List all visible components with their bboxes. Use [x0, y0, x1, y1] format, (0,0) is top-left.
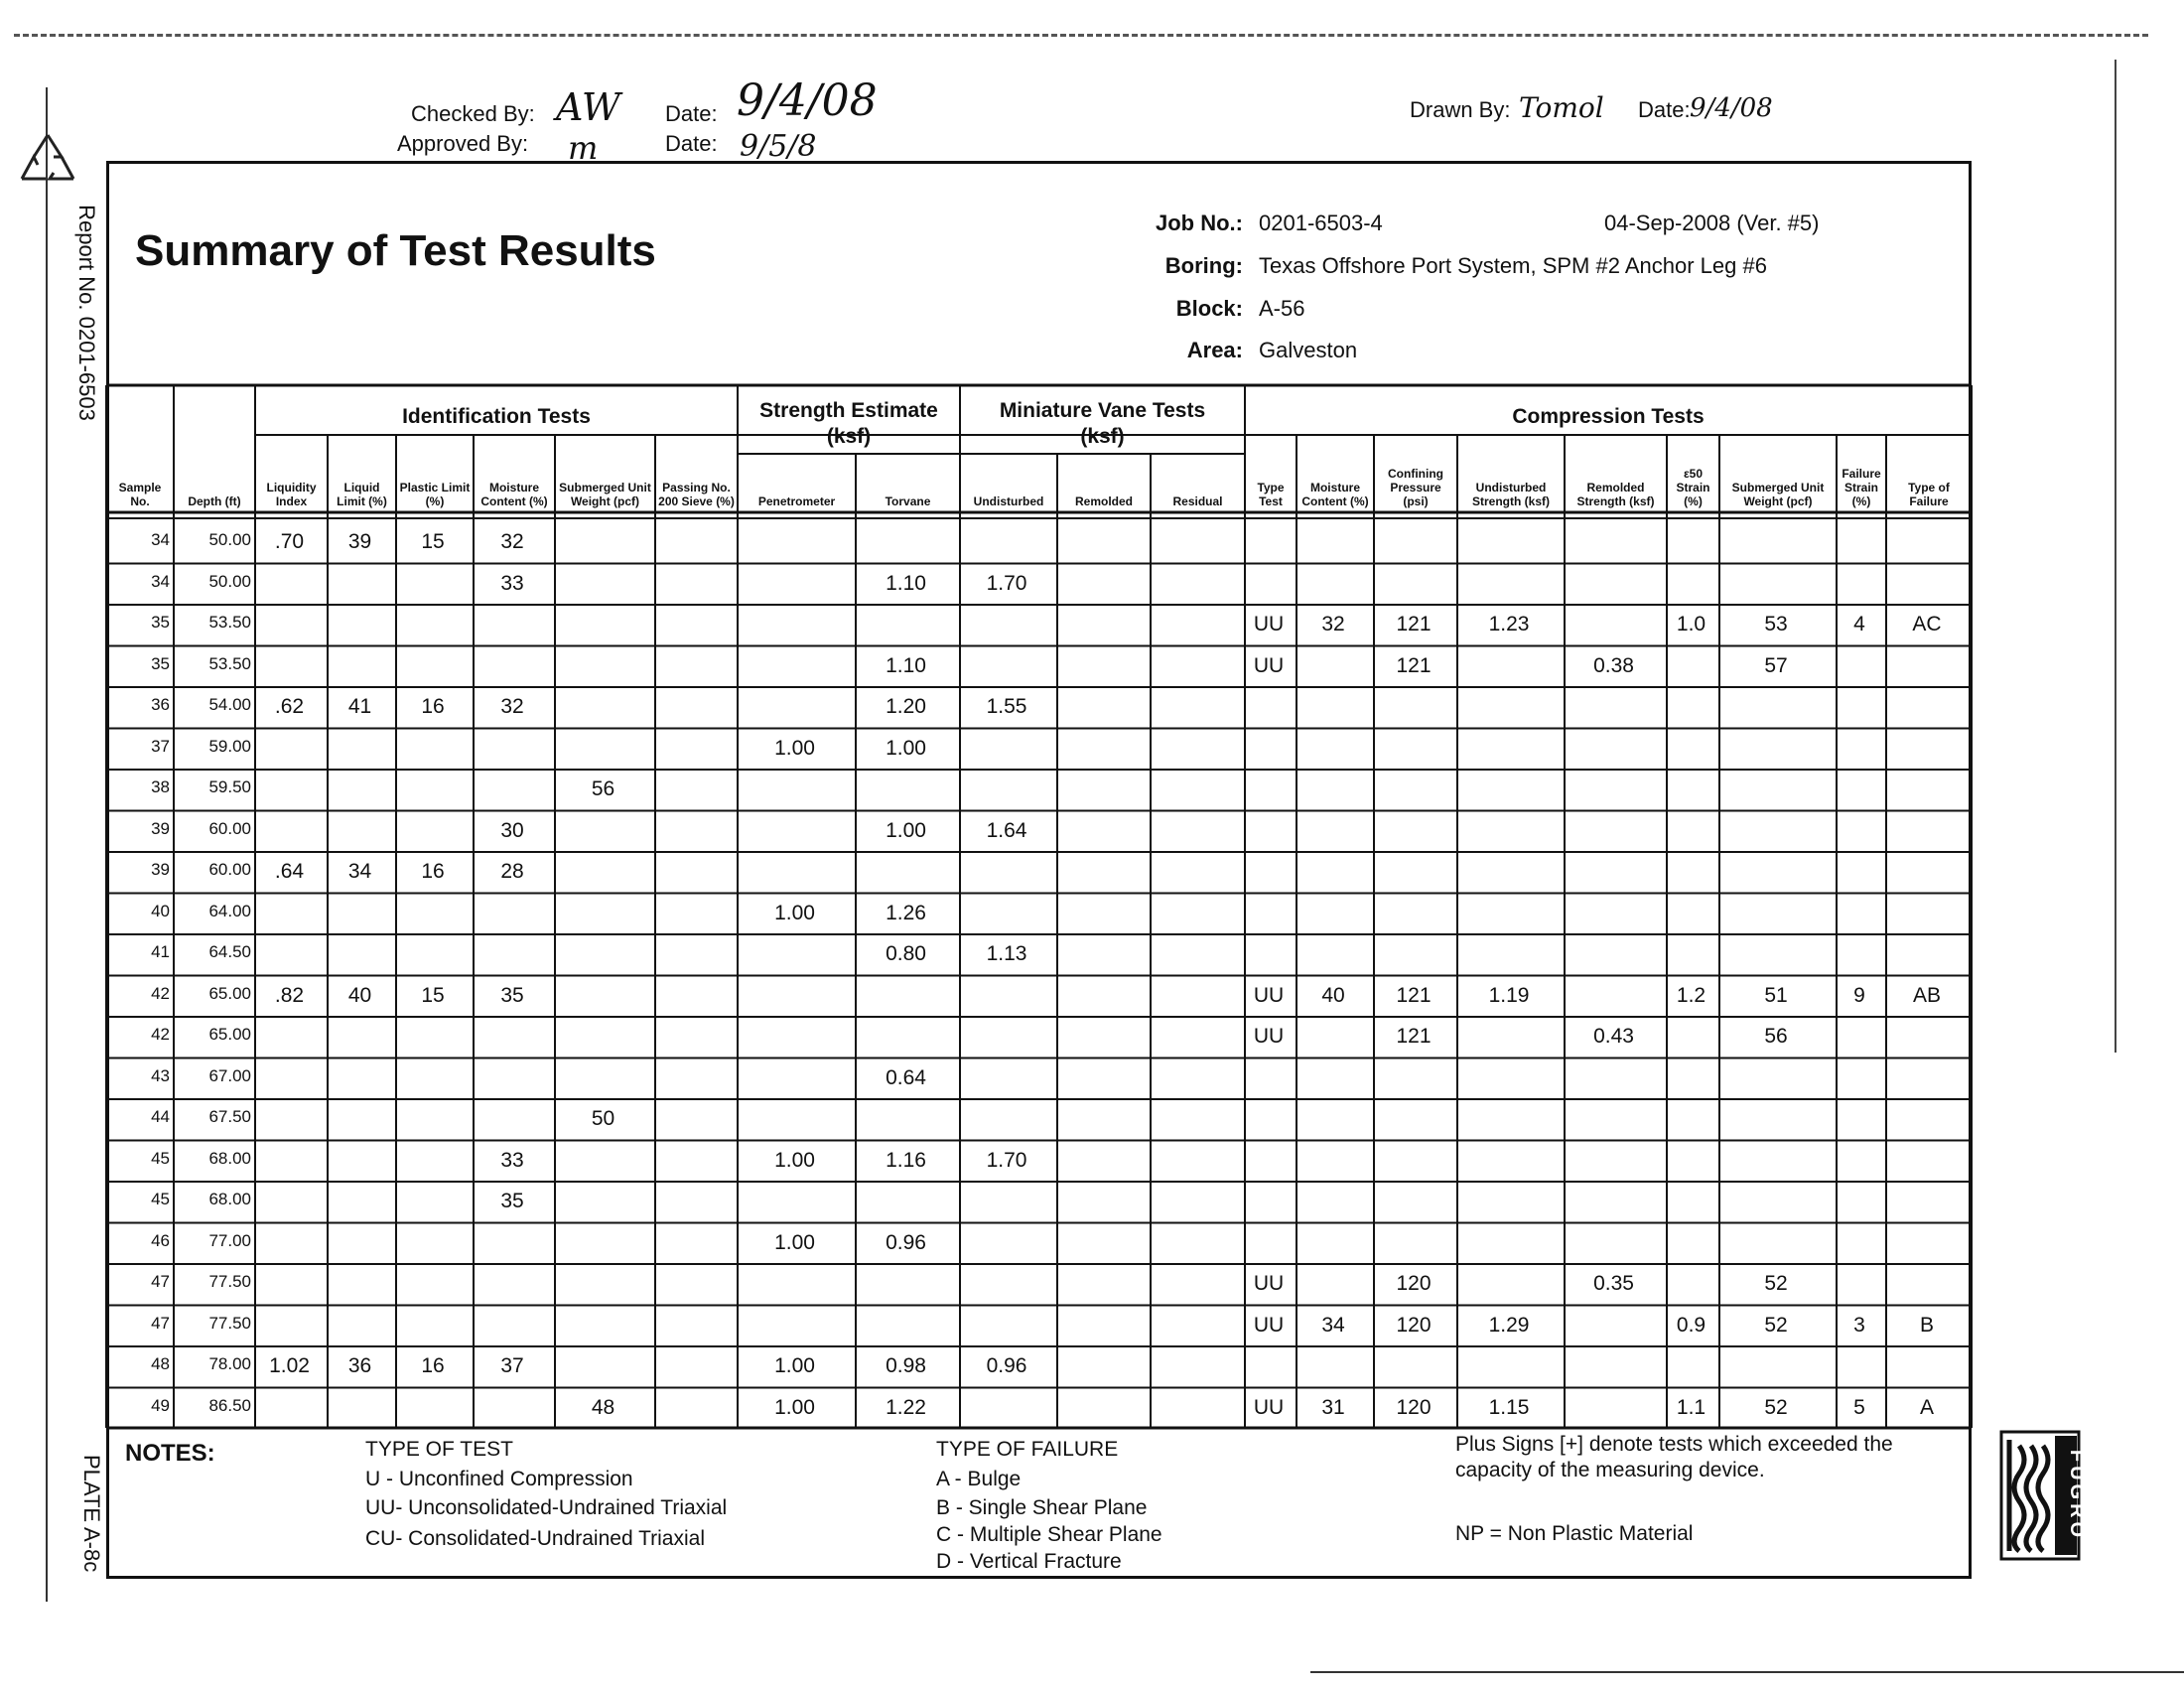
table-cell: 1.22: [886, 1395, 926, 1419]
table-cell: UU: [1253, 983, 1285, 1007]
table-cell: UU: [1253, 653, 1285, 677]
table-cell: 1.00: [774, 1395, 815, 1419]
table-cell: 1.23: [1488, 613, 1530, 635]
table-cell: 16: [421, 695, 445, 718]
table-cell: UU: [1253, 1025, 1285, 1048]
table-cell: 1.00: [886, 736, 926, 760]
sample-number: 39: [151, 860, 170, 879]
sample-number: 45: [151, 1148, 170, 1168]
table-cell: B: [1919, 1313, 1934, 1337]
depth-value: 67.00: [208, 1065, 251, 1085]
table-cell: 1.00: [774, 1148, 815, 1172]
sample-number: 34: [151, 571, 170, 591]
table-cell: 1.00: [886, 818, 926, 842]
table-cell: 36: [347, 1354, 372, 1377]
date-value-2: 9/5/8: [740, 129, 817, 164]
table-cell: 35: [500, 1190, 524, 1212]
table-cell: 9: [1853, 983, 1865, 1007]
compression-tests-heading: Compression Tests: [1512, 405, 1705, 428]
sample-number: 41: [151, 942, 170, 961]
strength-estimate-heading: Strength Estimate: [759, 399, 938, 422]
depth-value: 60.00: [208, 818, 251, 838]
failure-b: B - Single Shear Plane: [936, 1496, 1148, 1519]
column-header: Type of Failure: [1908, 481, 1950, 508]
type-of-test-title: TYPE OF TEST: [365, 1438, 513, 1461]
plate-label: PLATE A-8c: [79, 1455, 104, 1573]
column-header: Passing No. 200 Sieve (%): [658, 481, 735, 508]
table-cell: 4: [1853, 613, 1865, 635]
approved-by-label: Approved By:: [397, 131, 529, 156]
table-cell: UU: [1253, 1395, 1285, 1419]
table-cell: 0.96: [986, 1354, 1027, 1377]
depth-value: 68.00: [208, 1190, 251, 1208]
failure-a: A - Bulge: [936, 1468, 1022, 1490]
table-cell: 31: [1321, 1395, 1345, 1419]
table-cell: A: [1919, 1395, 1934, 1419]
table-cell: .82: [274, 983, 305, 1007]
depth-value: 78.00: [208, 1354, 251, 1373]
job-label: Job No.:: [1156, 211, 1243, 235]
table-cell: 1.70: [986, 571, 1027, 595]
table-cell: 32: [500, 530, 524, 553]
depth-value: 50.00: [208, 571, 251, 591]
table-cell: 121: [1396, 1025, 1432, 1048]
boring-value: Texas Offshore Port System, SPM #2 Anchor Leg #6: [1259, 253, 1767, 278]
sample-number: 47: [151, 1272, 170, 1291]
table-cell: 1.16: [886, 1148, 926, 1172]
area-value: Galveston: [1259, 338, 1358, 362]
table-cell: 16: [421, 860, 445, 883]
table-cell: 1.26: [886, 901, 926, 924]
date-version: 04-Sep-2008 (Ver. #5): [1604, 211, 1820, 235]
checked-by-signature: AW: [556, 85, 620, 129]
table-cell: 53: [1764, 613, 1788, 635]
column-header: Penetrometer: [757, 494, 836, 508]
sample-number: 35: [151, 613, 170, 632]
depth-value: 86.50: [208, 1395, 251, 1415]
table-cell: 56: [1764, 1025, 1788, 1048]
identification-tests-heading: Identification Tests: [402, 405, 591, 428]
failure-c: C - Multiple Shear Plane: [936, 1523, 1162, 1546]
column-header: Remolded: [1074, 494, 1133, 508]
notes-title: NOTES:: [125, 1440, 215, 1467]
table-cell: 0.64: [886, 1065, 926, 1089]
table-cell: 1.02: [269, 1354, 310, 1377]
date-label-2: Date:: [665, 131, 718, 156]
depth-value: 77.00: [208, 1230, 251, 1250]
table-cell: 51: [1764, 983, 1788, 1007]
table-cell: 34: [1321, 1313, 1345, 1337]
table-cell: 33: [500, 1148, 524, 1172]
sample-number: 36: [151, 695, 170, 714]
table-cell: 35: [500, 983, 524, 1007]
type-test-cu: CU- Consolidated-Undrained Triaxial: [365, 1527, 705, 1550]
column-header: Submerged Unit Weight (pcf): [559, 481, 651, 508]
column-header: Moisture Content (%): [480, 481, 548, 508]
depth-value: 59.00: [208, 736, 251, 756]
table-cell: UU: [1253, 1313, 1285, 1337]
table-cell: 121: [1396, 613, 1432, 635]
sample-number: 43: [151, 1065, 170, 1085]
table-cell: 1.13: [986, 942, 1027, 965]
depth-value: 59.50: [208, 777, 251, 796]
depth-value: 53.50: [208, 653, 251, 673]
table-cell: 15: [421, 530, 445, 553]
table-cell: 0.96: [886, 1230, 926, 1254]
depth-value: 68.00: [208, 1148, 251, 1168]
table-cell: 3: [1853, 1313, 1865, 1337]
table-cell: 1.55: [986, 695, 1027, 718]
sample-number: 42: [151, 1025, 170, 1044]
table-cell: 52: [1764, 1395, 1788, 1419]
depth-value: 64.50: [208, 942, 251, 961]
column-header: Residual: [1172, 494, 1223, 508]
sample-number: 42: [151, 983, 170, 1003]
strength-estimate-unit: (ksf): [826, 425, 872, 448]
column-header: Plastic Limit (%): [399, 481, 471, 508]
sample-number: 46: [151, 1230, 170, 1250]
job-value: 0201-6503-4: [1259, 211, 1383, 235]
plus-signs-note-1: Plus Signs [+] denote tests which exceeded the: [1455, 1433, 1893, 1456]
table-cell: 1.10: [886, 653, 926, 677]
non-plastic-note: NP = Non Plastic Material: [1455, 1522, 1694, 1545]
drawn-by-label: Drawn By:: [1410, 97, 1511, 122]
failure-d: D - Vertical Fracture: [936, 1550, 1122, 1573]
table-cell: 120: [1396, 1313, 1432, 1337]
block-value: A-56: [1259, 296, 1305, 321]
table-cell: 52: [1764, 1313, 1788, 1337]
table-cell: 1.0: [1676, 613, 1706, 635]
table-cell: 0.38: [1593, 653, 1634, 677]
table-cell: 1.64: [986, 818, 1027, 842]
sample-number: 48: [151, 1354, 170, 1373]
table-cell: AB: [1912, 983, 1941, 1007]
table-cell: 0.35: [1593, 1272, 1634, 1295]
column-header: Moisture Content (%): [1301, 481, 1369, 508]
report-number: Report No. 0201-6503: [74, 205, 99, 421]
table-cell: 50: [591, 1107, 615, 1130]
table-cell: 16: [421, 1354, 445, 1377]
table-cell: 1.00: [774, 1354, 815, 1377]
table-cell: 120: [1396, 1272, 1432, 1295]
table-cell: 0.98: [886, 1354, 926, 1377]
type-test-u: U - Unconfined Compression: [365, 1468, 633, 1490]
table-cell: UU: [1253, 1272, 1285, 1295]
table-cell: 56: [591, 777, 615, 800]
drawn-date-value: 9/4/08: [1690, 93, 1773, 123]
table-cell: 1.1: [1676, 1395, 1706, 1419]
depth-value: 77.50: [208, 1272, 251, 1291]
column-header: Torvane: [885, 494, 931, 508]
sample-number: 45: [151, 1190, 170, 1208]
table-cell: .70: [274, 530, 305, 553]
column-header: Liquidity Index: [266, 481, 317, 508]
table-cell: 39: [347, 530, 372, 553]
sample-number: 44: [151, 1107, 170, 1126]
table-cell: 121: [1396, 983, 1432, 1007]
type-of-failure-title: TYPE OF FAILURE: [936, 1438, 1119, 1461]
fugro-logo-text: FUGRO: [2066, 1449, 2088, 1542]
table-cell: 30: [500, 818, 524, 842]
sample-number: 35: [151, 653, 170, 673]
drawn-by-signature: Tomol: [1519, 91, 1604, 124]
miniature-vane-unit: (ksf): [1080, 425, 1125, 448]
sample-number: 34: [151, 530, 170, 549]
sample-number: 38: [151, 777, 170, 796]
table-cell: 5: [1853, 1395, 1865, 1419]
table-cell: 57: [1764, 653, 1788, 677]
sample-number: 40: [151, 901, 170, 920]
sample-number: 37: [151, 736, 170, 756]
depth-value: 54.00: [208, 695, 251, 714]
depth-value: 65.00: [208, 1025, 251, 1044]
checked-by-label: Checked By:: [411, 101, 535, 126]
page-title: Summary of Test Results: [135, 226, 656, 275]
column-header: Undisturbed Strength (ksf): [1472, 481, 1550, 508]
table-cell: 37: [500, 1354, 524, 1377]
depth-value: 77.50: [208, 1313, 251, 1333]
sample-number: 49: [151, 1395, 170, 1415]
table-cell: 32: [1321, 613, 1345, 635]
column-header: Undisturbed: [973, 494, 1044, 508]
table-cell: 40: [1321, 983, 1345, 1007]
date-value-1: 9/4/08: [737, 75, 878, 126]
sample-number: 39: [151, 818, 170, 838]
table-cell: 41: [347, 695, 372, 718]
miniature-vane-heading: Miniature Vane Tests: [999, 399, 1206, 422]
column-header: Type Test: [1257, 481, 1285, 508]
table-cell: 1.29: [1488, 1313, 1530, 1337]
table-cell: 1.70: [986, 1148, 1027, 1172]
table-cell: 40: [347, 983, 372, 1007]
depth-value: 60.00: [208, 860, 251, 879]
table-cell: 1.19: [1488, 983, 1530, 1007]
drawn-date-label: Date:: [1638, 97, 1691, 122]
table-cell: 121: [1396, 653, 1432, 677]
depth-value: 64.00: [208, 901, 251, 920]
boring-label: Boring:: [1164, 253, 1243, 278]
table-cell: 15: [421, 983, 445, 1007]
column-header: Submerged Unit Weight (pcf): [1731, 481, 1825, 508]
table-cell: 1.10: [886, 571, 926, 595]
table-cell: 0.80: [886, 942, 926, 965]
area-label: Area:: [1186, 338, 1243, 362]
approved-by-signature: m: [568, 129, 599, 167]
depth-value: 53.50: [208, 613, 251, 632]
table-cell: 52: [1764, 1272, 1788, 1295]
column-header: Remolded Strength (ksf): [1576, 481, 1655, 508]
table-cell: 1.00: [774, 736, 815, 760]
table-cell: 0.9: [1676, 1313, 1706, 1337]
depth-value: 67.50: [208, 1107, 251, 1126]
table-cell: 48: [591, 1395, 615, 1419]
column-header: Confining Pressure (psi): [1388, 467, 1443, 508]
table-cell: 1.00: [774, 1230, 815, 1254]
table-cell: 1.15: [1488, 1395, 1530, 1419]
column-header: Depth (ft): [188, 494, 241, 508]
table-cell: 0.43: [1593, 1025, 1634, 1048]
table-cell: 28: [500, 860, 524, 883]
block-label: Block:: [1175, 296, 1243, 321]
sample-number: 47: [151, 1313, 170, 1333]
table-cell: 1.2: [1676, 983, 1706, 1007]
depth-value: 65.00: [208, 983, 251, 1003]
table-cell: UU: [1253, 613, 1285, 635]
table-cell: 33: [500, 571, 524, 595]
table-cell: .62: [274, 695, 305, 718]
date-label-1: Date:: [665, 101, 718, 126]
type-test-uu: UU- Unconsolidated-Undrained Triaxial: [365, 1496, 728, 1519]
table-cell: .64: [274, 860, 305, 883]
column-header: ε50 Strain (%): [1676, 467, 1710, 508]
table-cell: 32: [500, 695, 524, 718]
table-cell: 1.00: [774, 901, 815, 924]
column-header: Liquid Limit (%): [337, 481, 387, 508]
table-cell: 120: [1396, 1395, 1432, 1419]
plus-signs-note-2: capacity of the measuring device.: [1455, 1459, 1765, 1481]
table-cell: AC: [1912, 613, 1942, 635]
table-cell: 1.20: [886, 695, 926, 718]
column-header: Sample No.: [118, 481, 162, 508]
table-cell: 34: [347, 860, 372, 883]
column-header: Failure Strain (%): [1842, 467, 1881, 508]
depth-value: 50.00: [208, 530, 251, 549]
